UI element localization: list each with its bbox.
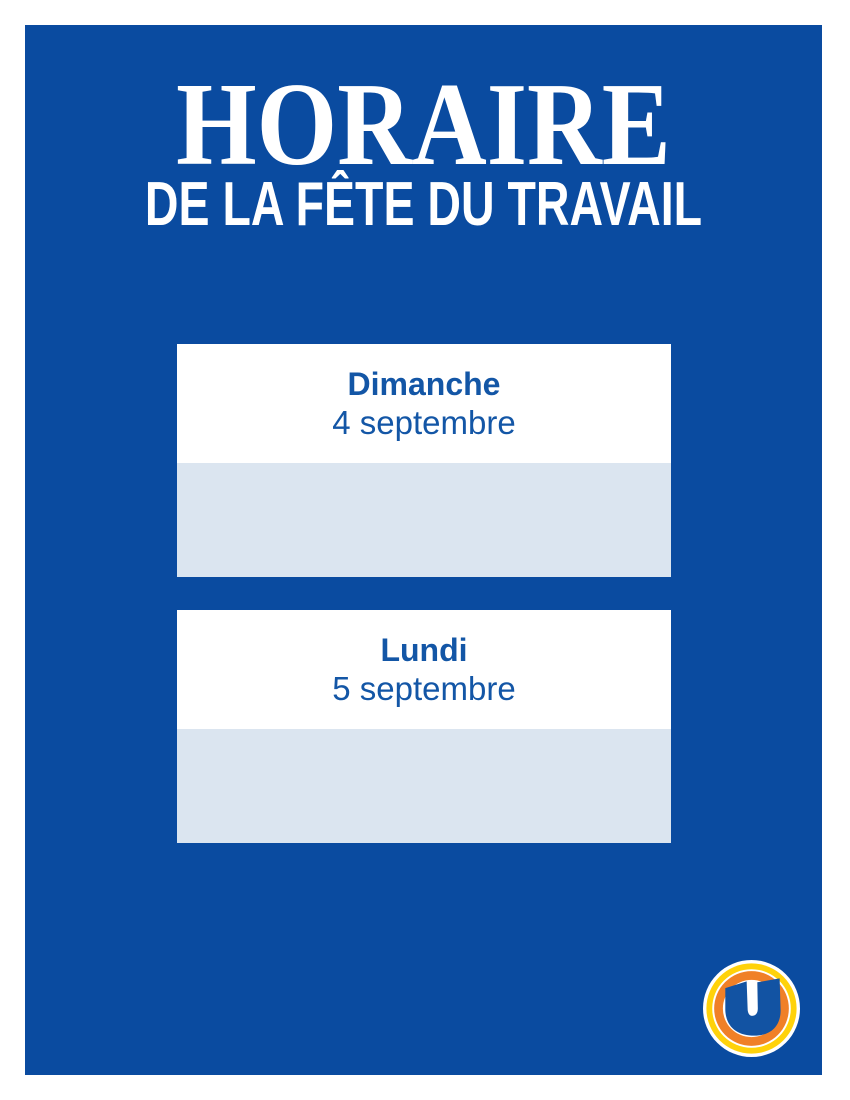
schedule-card-header	[177, 344, 671, 463]
schedule-card-hours-area	[177, 463, 671, 577]
schedule-card-monday	[177, 610, 671, 843]
poster-subtitle: DE LA FÊTE DU TRAVAIL	[144, 170, 703, 239]
schedule-date-label: 5 septembre	[332, 670, 516, 707]
schedule-card-hours-area	[177, 729, 671, 843]
schedule-date-label: 4 septembre	[332, 404, 516, 441]
poster-title: HORAIRE	[176, 58, 671, 190]
u-circle-logo-icon	[703, 960, 800, 1057]
schedule-day-label: Dimanche	[347, 366, 501, 402]
schedule-card-header	[177, 610, 671, 729]
schedule-day-label: Lundi	[380, 632, 468, 668]
schedule-card-sunday	[177, 344, 671, 577]
poster-background	[25, 25, 822, 1075]
